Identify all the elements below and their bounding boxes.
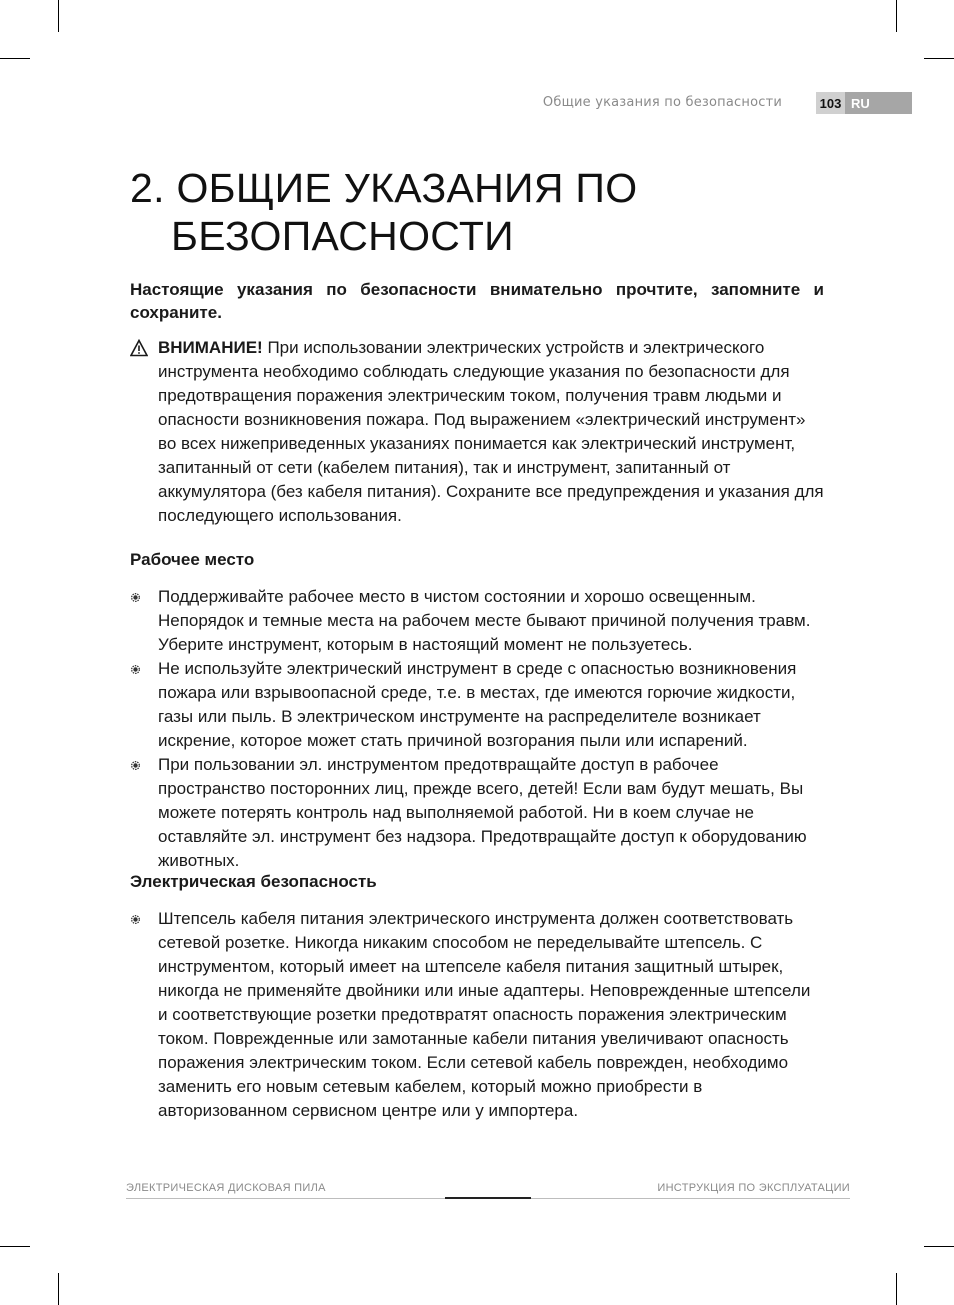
list-item [130,753,824,873]
list-item-text: Штепсель кабеля питания электрического инструмента должен соответствовать сетевой розетке. Никогда никаким способом не переделывайте штепсель. С инструментом, который имеет на штепселе кабеля питания защитный штырек, никогда не применяйте двойники или иные адаптеры. Неповрежденные штепсели и соответствующие розетки предотвратят опасность поражения электрическим током. Поврежденные или замотанные кабели питания увеличивают опасность поражения электрическим током. Если сетевой кабель поврежден, необходимо заменить его новым сетевым кабелем, который можно приобрести в авторизованном сервисном центре или у импортера. [158,909,811,1120]
warning-text: При использовании электрических устройств и электрического инструмента необходимо соблюдать следующие указания по безопасности для предотвращения поражения электрическим током, получения травм людьми и опасности возникновения пожара. Под выражением «электрический инструмент» во всех нижеприведенных указаниях понимается как электрический инструмент, запитанный от сети (кабелем питания), так и инструмент, запитанный от аккумулятора (без кабеля питания). Сохраните все предупреждения и указания для последующего использования. [158,338,824,525]
crop-mark-bottom-left [58,1273,59,1305]
crop-mark-top-left-h [0,58,30,59]
intro-paragraph: Настоящие указания по безопасности внимательно прочтите, запомните и сохраните. [130,280,824,322]
warning-label: ВНИМАНИЕ! [158,338,263,357]
list-item [130,657,824,753]
electrical-safety-list [130,907,824,1123]
gear-bullet-icon [130,592,141,603]
list-item-text: При пользовании эл. инструментом предотвращайте доступ в рабочее пространство посторонних лиц, прежде всего, детей! Если вам будут мешать, Вы можете потерять контроль над выполняемой работой. Ни в коем случае не оставляйте эл. инструмент без надзора. Предотвращайте доступ к оборудованию животных. [158,755,807,870]
footer-product-name: ЭЛЕКТРИЧЕСКАЯ ДИСКОВАЯ ПИЛА [126,1182,326,1194]
warning-triangle-icon [130,339,148,357]
gear-bullet-icon [130,664,141,675]
warning-paragraph [130,336,824,528]
list-item-text: Не используйте электрический инструмент в среде с опасностью возникновения пожара или взрывоопасной среде, т.е. в местах, где имеются горючие жидкости, газы или пыль. В электрическом инструменте на распределителе возникает искрение, которое может стать причиной возгорания пыли или испарений. [158,659,797,750]
running-head: Общие указания по безопасности [542,95,782,110]
crop-mark-bottom-right-h [924,1246,954,1247]
list-item-text: Поддерживайте рабочее место в чистом состоянии и хорошо освещенным. Непорядок и темные места на рабочем месте бывают причиной получения травм. Уберите инструмент, которым в настоящий момент не пользуетесь. [158,587,811,654]
workplace-list [130,585,824,873]
footer-document-type: ИНСТРУКЦИЯ ПО ЭКСПЛУАТАЦИИ [657,1182,850,1194]
page-title [130,164,830,260]
crop-mark-bottom-left-h [0,1246,30,1247]
list-item [130,907,824,1123]
list-item [130,585,824,657]
gear-bullet-icon [130,914,141,925]
section-heading-workplace: Рабочее место [130,550,255,569]
page-badge [816,92,912,114]
crop-mark-top-right [896,0,897,32]
crop-mark-top-right-h [924,58,954,59]
footer-rule-accent [445,1197,531,1199]
section-heading-electrical-safety: Электрическая безопасность [130,872,377,891]
page-number: 103 [816,92,845,114]
crop-mark-bottom-right [896,1273,897,1305]
crop-mark-top-left [58,0,59,32]
language-code: RU [851,95,870,111]
page-title-line2: БЕЗОПАСНОСТИ [171,213,514,259]
page-title-line1: 2. ОБЩИЕ УКАЗАНИЯ ПО [130,165,638,211]
gear-bullet-icon [130,760,141,771]
